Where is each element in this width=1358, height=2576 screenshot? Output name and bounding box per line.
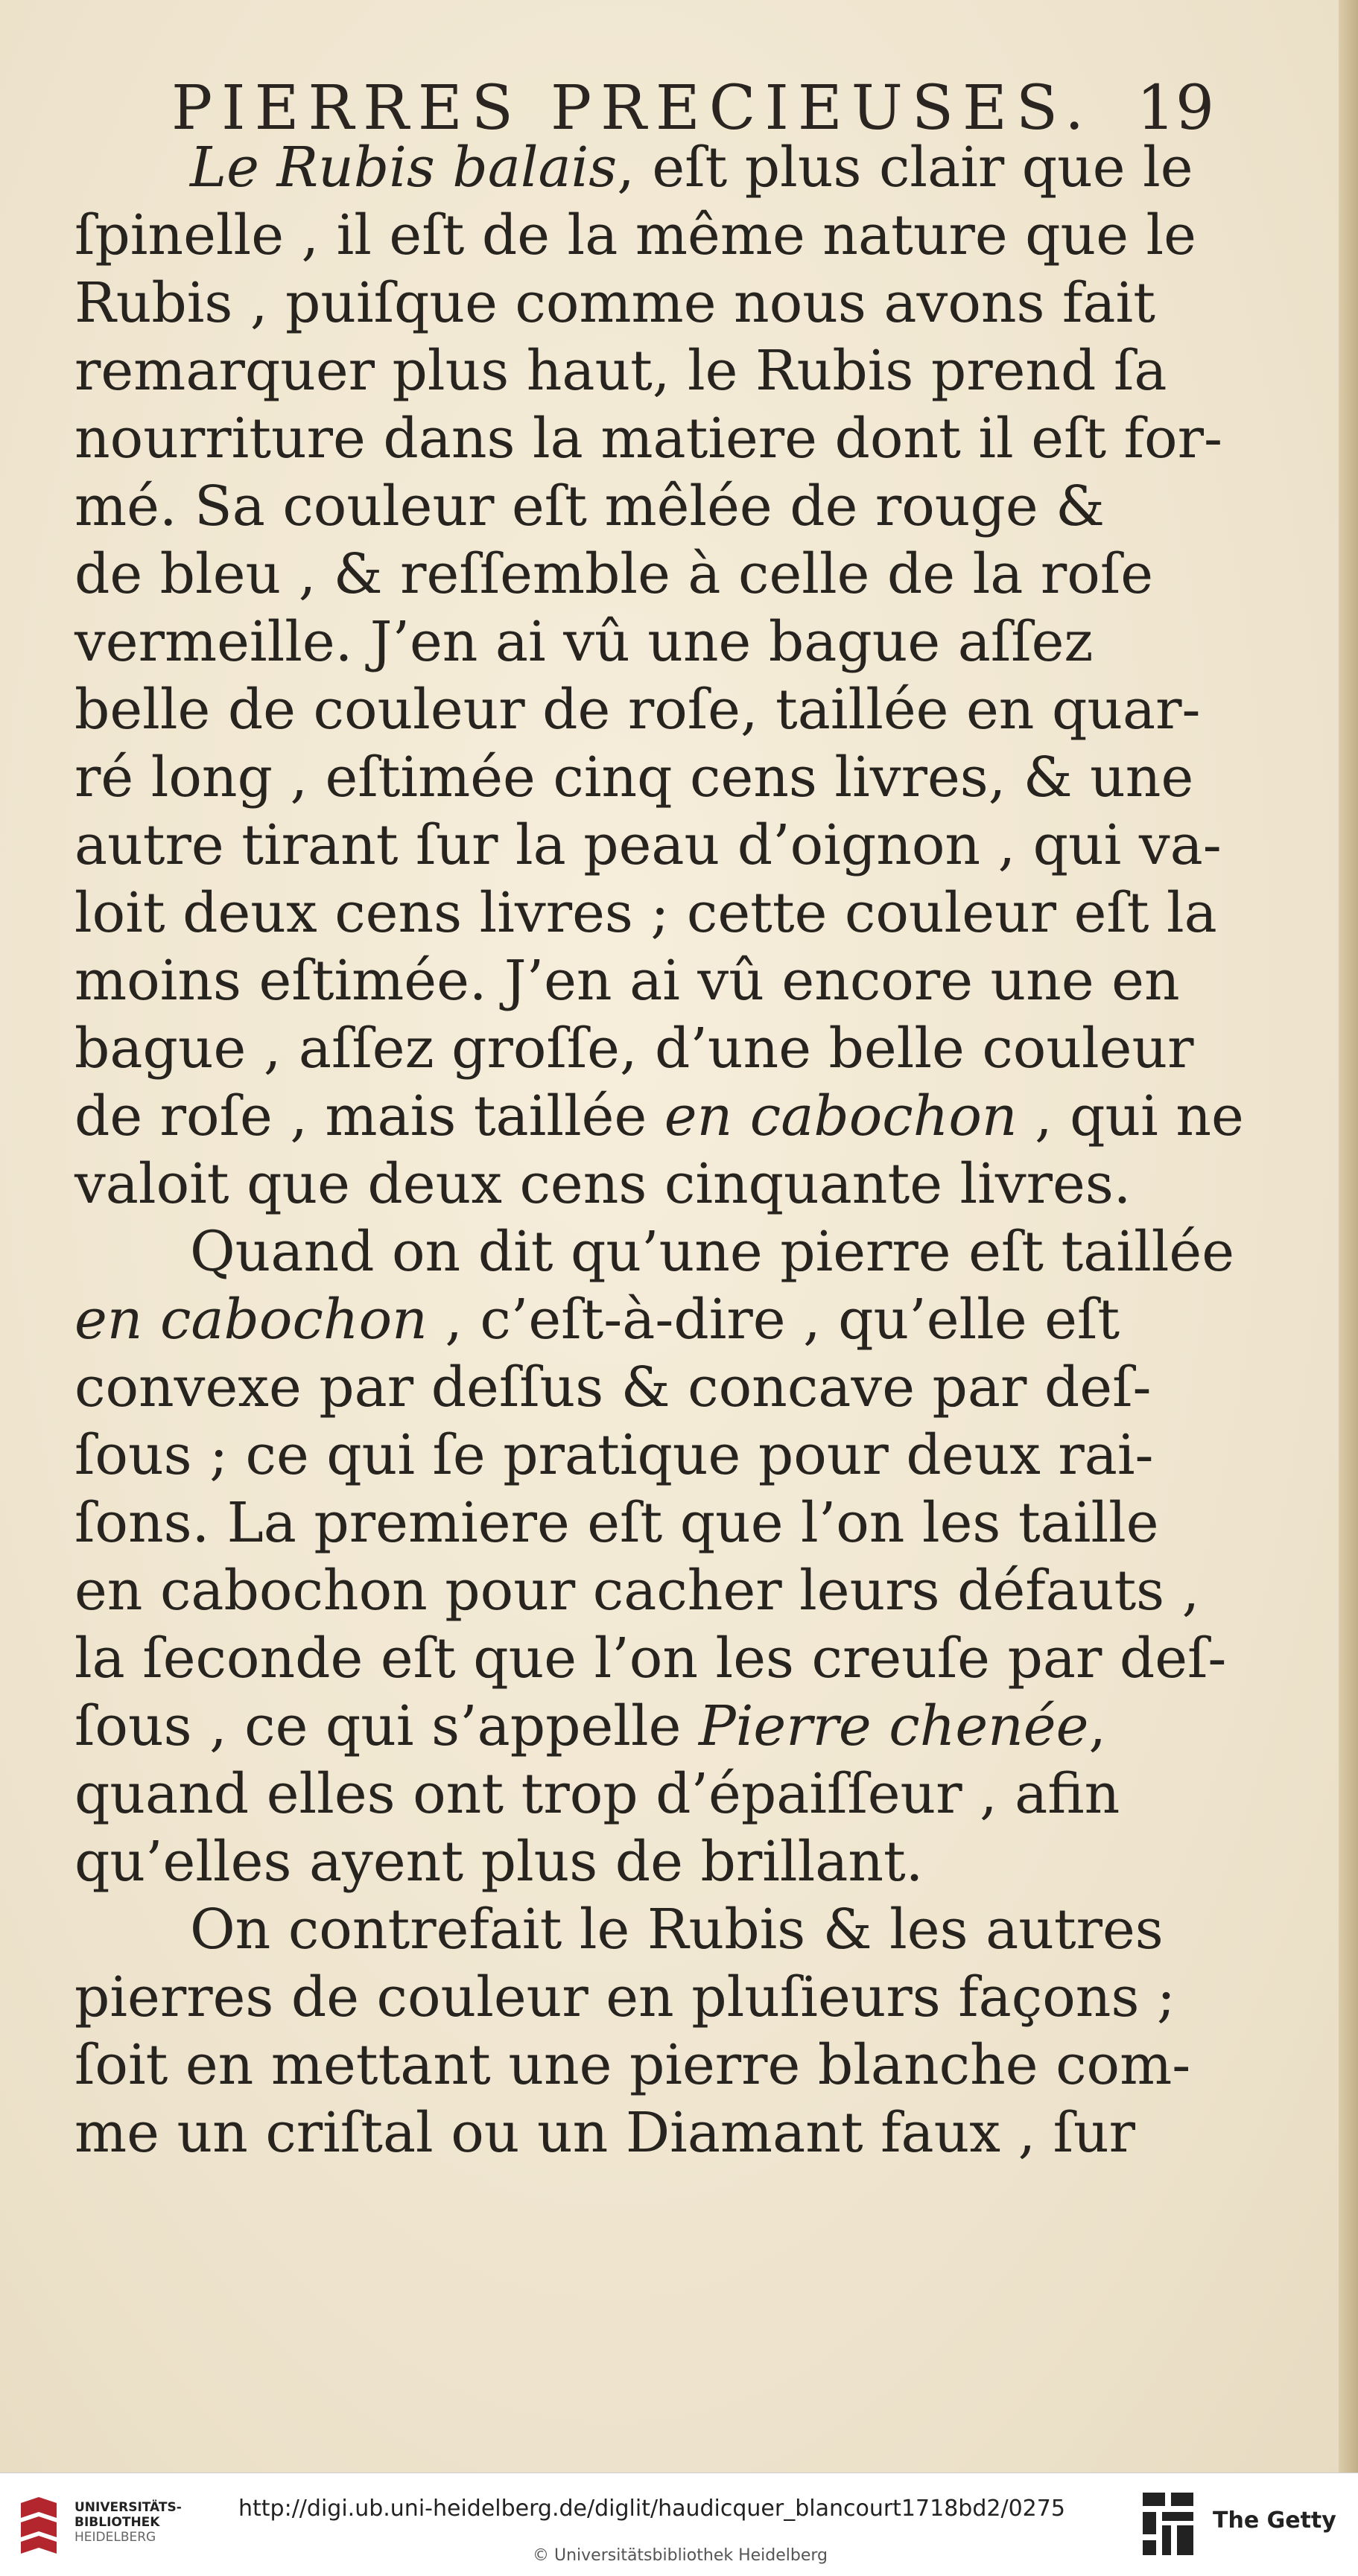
text-span: ſous , ce qui s’appelle [74,1694,682,1758]
text-line [74,1286,1251,1354]
text-line: On contrefait le Rubis & les autres [190,1898,1164,1962]
body-text [74,134,1251,2167]
text-line: quand elles ont trop d’épaiſſeur , afin [74,1762,1120,1826]
running-title: PIERRES PRECIEUSES. [171,73,1094,144]
text-line: convexe par deſſus & concave par deſ- [74,1355,1152,1419]
text-line: valoit que deux cens cinquante livres. [74,1152,1132,1216]
text-line: pierres de couleur en pluſieurs façons ; [74,1965,1175,2029]
text-span: , c’eſt-à-dire , qu’elle eſt [445,1288,1120,1352]
text-span: , eſt plus clair que le [617,136,1193,200]
text-span: de roſe , mais taillée [74,1084,647,1148]
text-line: bague , aſſez groſſe, d’une belle couleur [74,1017,1194,1081]
text-line: moins eſtimée. J’en ai vû encore une en [74,949,1180,1013]
text-line: la ſeconde eſt que l’on les creuſe par deſ- [74,1626,1227,1691]
text-line: Rubis , puiſque comme nous avons fait [74,271,1155,335]
text-line: me un criſtal ou un Diamant faux , ſur [74,2101,1136,2165]
text-line: nourriture dans la matiere dont il eſt for- [74,407,1222,471]
library-name-line: HEIDELBERG [74,2530,156,2545]
text-line [74,1693,1251,1761]
library-name-line: BIBLIOTHEK [74,2515,160,2530]
text-span: , [1088,1694,1106,1758]
running-header [171,73,1214,144]
text-line: mé. Sa couleur eſt mêlée de rouge & [74,474,1105,538]
text-line: qu’elles ayent plus de brillant. [74,1830,924,1894]
copyright-notice: © Universitätsbibliothek Heidelberg [533,2546,828,2565]
text-line: ré long , eſtimée cinq cens livres, & une [74,745,1194,810]
text-span: , qui ne [1035,1084,1244,1148]
text-line: ſoit en mettant une pierre blanche com- [74,2033,1191,2097]
getty-logo-icon [1140,2490,1196,2561]
university-library-logo-icon [16,2496,61,2555]
text-line: vermeille. J’en ai vû une bague aſſez [74,610,1094,674]
text-line: loit deux cens livres ; cette couleur eſt la [74,881,1217,945]
text-line: ſpinelle , il eſt de la même nature que le [74,203,1196,267]
text-line: de bleu , & reſſemble à celle de la roſe [74,542,1154,606]
library-name-line: UNIVERSITÄTS- [74,2500,182,2515]
text-line: belle de couleur de roſe, taillée en quar- [74,678,1201,742]
text-line: en cabochon pour cacher leurs défauts , [74,1559,1200,1623]
text-line: Quand on dit qu’une pierre eſt taillée [190,1220,1234,1284]
text-line [74,134,1251,202]
text-line: remarquer plus haut, le Rubis prend ſa [74,339,1167,403]
viewer-footer [0,2472,1358,2576]
permalink-url[interactable]: http://digi.ub.uni-heidelberg.de/diglit/haudicquer_blancourt1718bd2/0275 [238,2496,1065,2522]
text-line: autre tirant ſur la peau d’oignon , qui va- [74,813,1222,877]
text-line: ſons. La premiere eſt que l’on les taille [74,1491,1159,1555]
text-line [74,1083,1251,1151]
library-name [74,2500,182,2545]
italic-term: Pierre chenée [698,1694,1089,1758]
book-spine-edge [1339,0,1358,2472]
italic-term: Le Rubis balais [190,136,618,200]
getty-name: The Getty [1213,2507,1336,2534]
italic-term: en cabochon [74,1288,428,1352]
italic-term: en cabochon [664,1084,1018,1148]
page-number: 19 [1136,73,1214,144]
text-line: ſous ; ce qui ſe pratique pour deux rai- [74,1423,1154,1487]
